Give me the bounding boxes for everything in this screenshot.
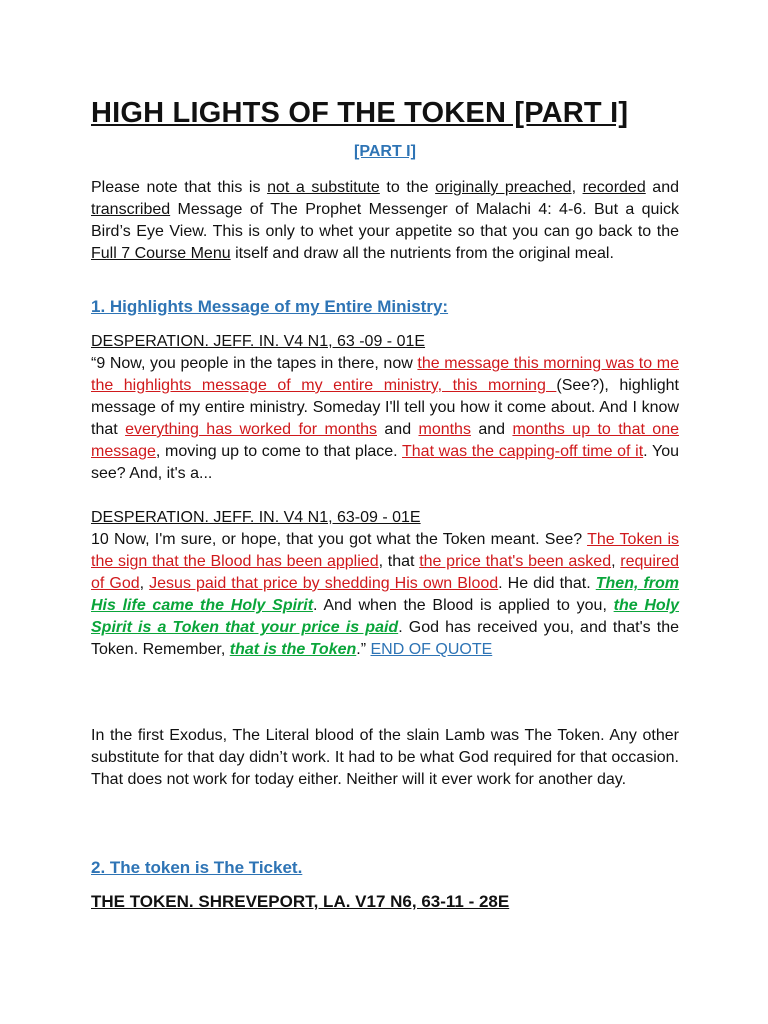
intro-underline-course-menu: Full 7 Course Menu: [91, 245, 231, 262]
intro-text-1: Please note that this is: [91, 179, 268, 196]
quote-1-source: DESPERATION. JEFF. IN. V4 N1, 63 -09 - 01E: [91, 333, 426, 350]
quote-1-text-1: “9 Now, you people in the tapes in there, now: [91, 355, 418, 372]
quote-1-highlight-3: months: [418, 421, 471, 438]
quote-block-2: [91, 507, 679, 661]
quote-2-emphasis-1: Then, from His life came the Holy Spirit: [91, 575, 680, 614]
quote-block-1: [91, 331, 679, 485]
intro-text-5: Message of The Prophet Messenger of Malachi 4: 4-6. But a quick Bird’s Eye View. This is only to whet your appetite so that you can go back to the: [91, 201, 679, 240]
quote-1-text-6: . You see? And, it's a...: [91, 443, 679, 482]
intro-underline-originally-preached: originally preached: [435, 179, 572, 196]
quote-2-highlight-1: The Token is the sign that the Blood has been applied: [91, 531, 680, 570]
quote-1-text-2: (See?), highlight message of my entire ministry. Someday I'll tell you how it come about. And I know that: [91, 377, 679, 438]
intro-underline-recorded: recorded: [582, 179, 646, 196]
quote-1-highlight-4: months up to that one message: [91, 421, 679, 460]
quote-2-emphasis-2: the Holy Spirit is a Token that your price is paid: [91, 597, 679, 636]
intro-underline-not-substitute: not a substitute: [267, 179, 380, 196]
intro-text-2: to the: [379, 179, 436, 196]
quote-1-highlight-5: That was the capping-off time of it: [402, 443, 644, 460]
quote-1-text-4: and: [470, 421, 513, 438]
quote-1-text-3: and: [377, 421, 419, 438]
quote-2-text-5: . He did that.: [498, 575, 596, 592]
quote-2-highlight-2: the price that's been asked: [419, 553, 612, 570]
quote-2-source: DESPERATION. JEFF. IN. V4 N1, 63-09 - 01E: [91, 509, 421, 526]
page-title: HIGH LIGHTS OF THE TOKEN [PART I]: [91, 97, 629, 129]
quote-2-text-2: , that: [378, 553, 420, 570]
quote-2-highlight-3: required of God: [91, 553, 679, 592]
sermon-source-heading: THE TOKEN. SHREVEPORT, LA. V17 N6, 63-11 - 28E: [91, 892, 510, 911]
intro-text-3: ,: [571, 179, 583, 196]
section-heading-1: 1. Highlights Message of my Entire Ministry:: [91, 297, 449, 316]
intro-text-6: itself and draw all the nutrients from the original meal.: [230, 245, 614, 262]
quote-2-text-4: ,: [139, 575, 150, 592]
quote-2-text-7: . God has received you, and that's the Token. Remember,: [91, 619, 679, 658]
quote-1-text-5: , moving up to come to that place.: [155, 443, 402, 460]
quote-2-text-8: .”: [356, 641, 371, 658]
quote-2-text-1: 10 Now, I'm sure, or hope, that you got what the Token meant. See?: [91, 531, 588, 548]
quote-1-highlight-2: everything has worked for months: [125, 421, 377, 438]
quote-2-text-3: ,: [611, 553, 621, 570]
quote-1-highlight-1: the message this morning was to me the highlights message of my entire ministry, this morning: [91, 355, 679, 394]
intro-paragraph: [91, 177, 679, 265]
end-of-quote-link[interactable]: END OF QUOTE: [370, 641, 493, 658]
quote-2-emphasis-3: that is the Token: [229, 641, 357, 658]
quote-2-text-6: . And when the Blood is applied to you,: [313, 597, 614, 614]
intro-underline-transcribed: transcribed: [91, 201, 171, 218]
page-subtitle: [PART I]: [354, 143, 416, 160]
quote-2-highlight-4: Jesus paid that price by shedding His own Blood: [149, 575, 499, 592]
section-heading-2: 2. The token is The Ticket.: [91, 858, 303, 877]
intro-text-4: and: [645, 179, 679, 196]
exodus-paragraph: In the first Exodus, The Literal blood of the slain Lamb was The Token. Any other substitute for that day didn’t work. It had to be what God required for that occasion. That does not work for today either. Neither will it ever work for another day.: [91, 727, 679, 788]
